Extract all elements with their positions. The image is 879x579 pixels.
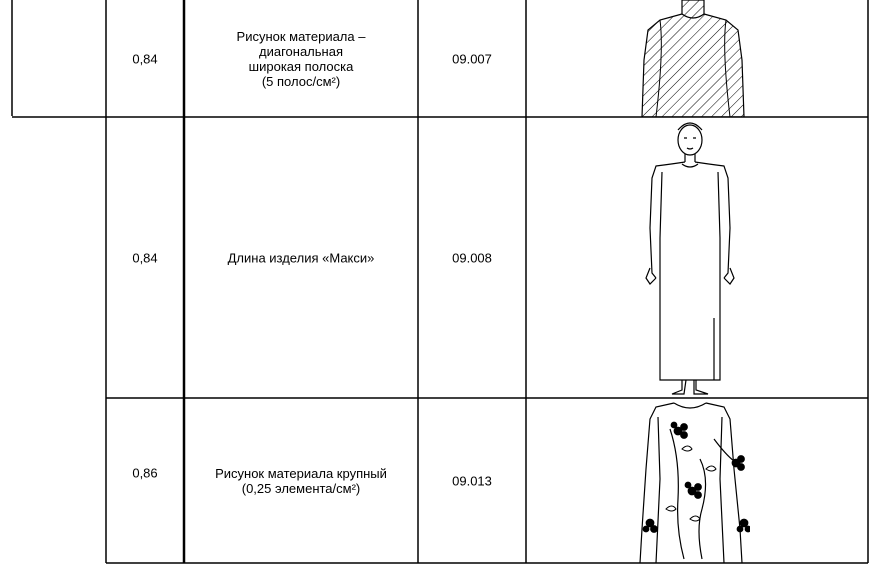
coefficient-cell: 0,86: [132, 465, 158, 481]
coefficient-cell: 0,84: [132, 250, 158, 266]
description-cell: [215, 466, 387, 496]
description-line: Рисунок материала крупный: [215, 466, 387, 481]
coefficient-cell: 0,84: [132, 51, 158, 67]
description-cell: [228, 251, 375, 266]
description-line: (5 полос/см²): [261, 74, 341, 89]
description-line: Рисунок материала –: [236, 29, 366, 44]
description-cell: [237, 29, 366, 89]
code-cell: 09.008: [452, 250, 492, 266]
flower-icon: [685, 482, 702, 499]
dress-maxi-length-illustration: [630, 118, 750, 398]
description-line: широкая полоска: [248, 59, 354, 74]
description-line: Длина изделия «Макси»: [227, 250, 375, 266]
code-cell: 09.007: [452, 51, 492, 67]
dress-large-floral-print-illustration: [630, 399, 750, 563]
flower-icon: [643, 519, 658, 533]
code-cell: 09.013: [452, 473, 492, 489]
description-line: диагональная: [259, 44, 343, 59]
description-line: (0,25 элемента/см²): [241, 481, 361, 496]
flower-icon: [671, 422, 688, 439]
dress-diagonal-stripe-illustration: [620, 0, 760, 117]
